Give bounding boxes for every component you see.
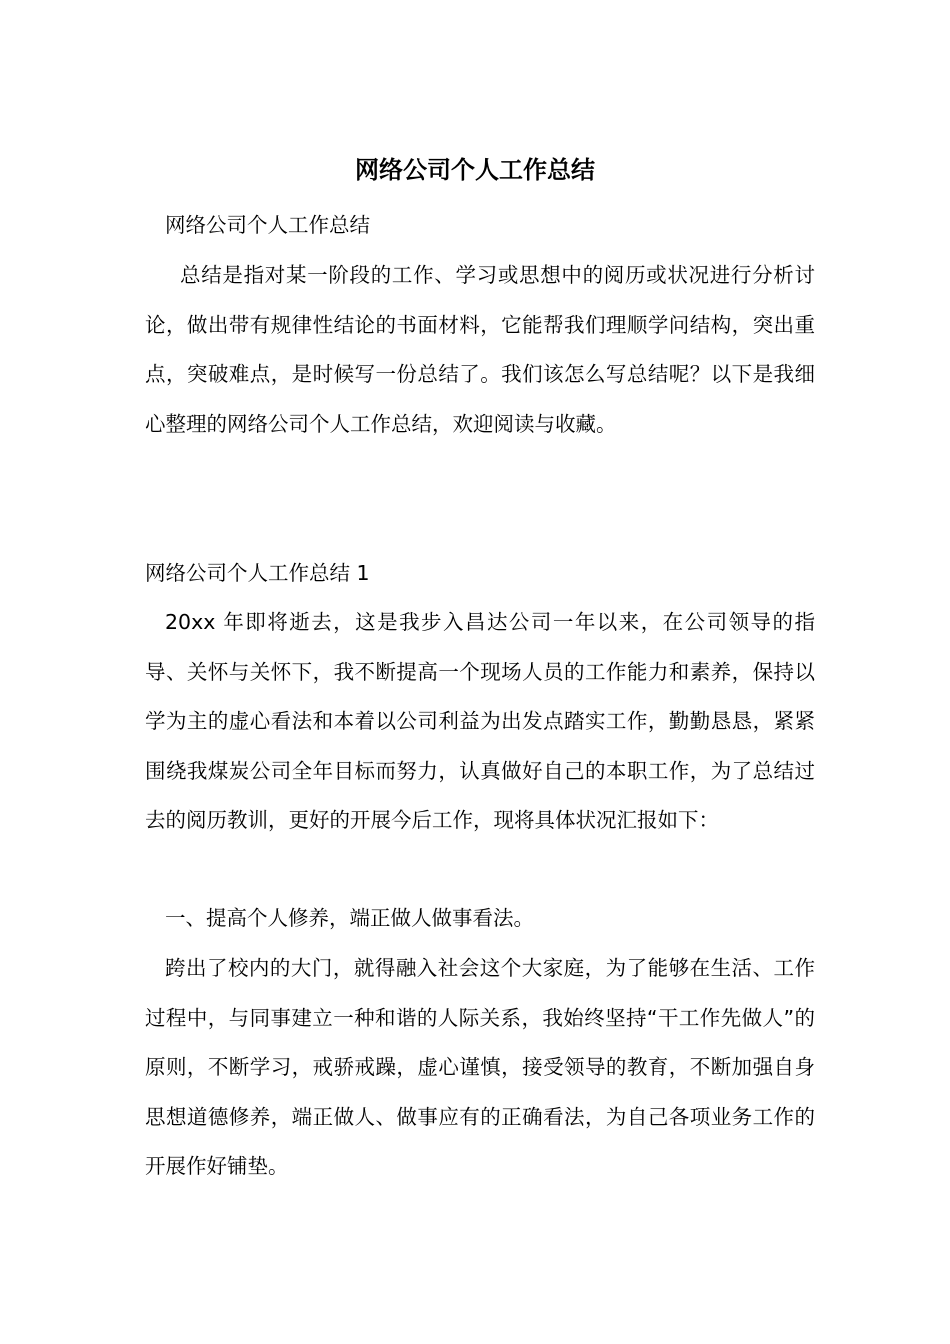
body-paragraph-2: 跨出了校内的大门，就得融入社会这个大家庭，为了能够在生活、工作过程中，与同事建立一种和谐的人际关系，我始终坚持“干工作先做人”的原则，不断学习，戒骄戒躁，虚心谨慎，接受领导的教育，不断加强自身思想道德修养，端正做人、做事应有的正确看法，为自己各项业务工作的开展作好铺垫。 [145,956,815,1178]
subheading-1: 一、提高个人修养，端正做人做事看法。 [165,906,534,930]
section-heading: 网络公司个人工作总结 1 [145,561,370,585]
intro-paragraph: 总结是指对某一阶段的工作、学习或思想中的阅历或状况进行分析讨论，做出带有规律性结论的书面材料，它能帮我们理顺学问结构，突出重点，突破难点，是时候写一份总结了。我们该怎么写总结呢？以下是我细心整理的网络公司个人工作总结，欢迎阅读与收藏。 [145,263,815,436]
document-subtitle: 网络公司个人工作总结 [165,213,370,237]
document-title: 网络公司个人工作总结 [355,156,595,184]
body-paragraph-1: 20xx 年即将逝去，这是我步入昌达公司一年以来，在公司领导的指导、关怀与关怀下，我不断提高一个现场人员的工作能力和素养，保持以学为主的虚心看法和本着以公司利益为出发点踏实工作，勤勤恳恳，紧紧围绕我煤炭公司全年目标而努力，认真做好自己的本职工作，为了总结过去的阅历教训，更好的开展今后工作，现将具体状况汇报如下： [145,610,815,832]
